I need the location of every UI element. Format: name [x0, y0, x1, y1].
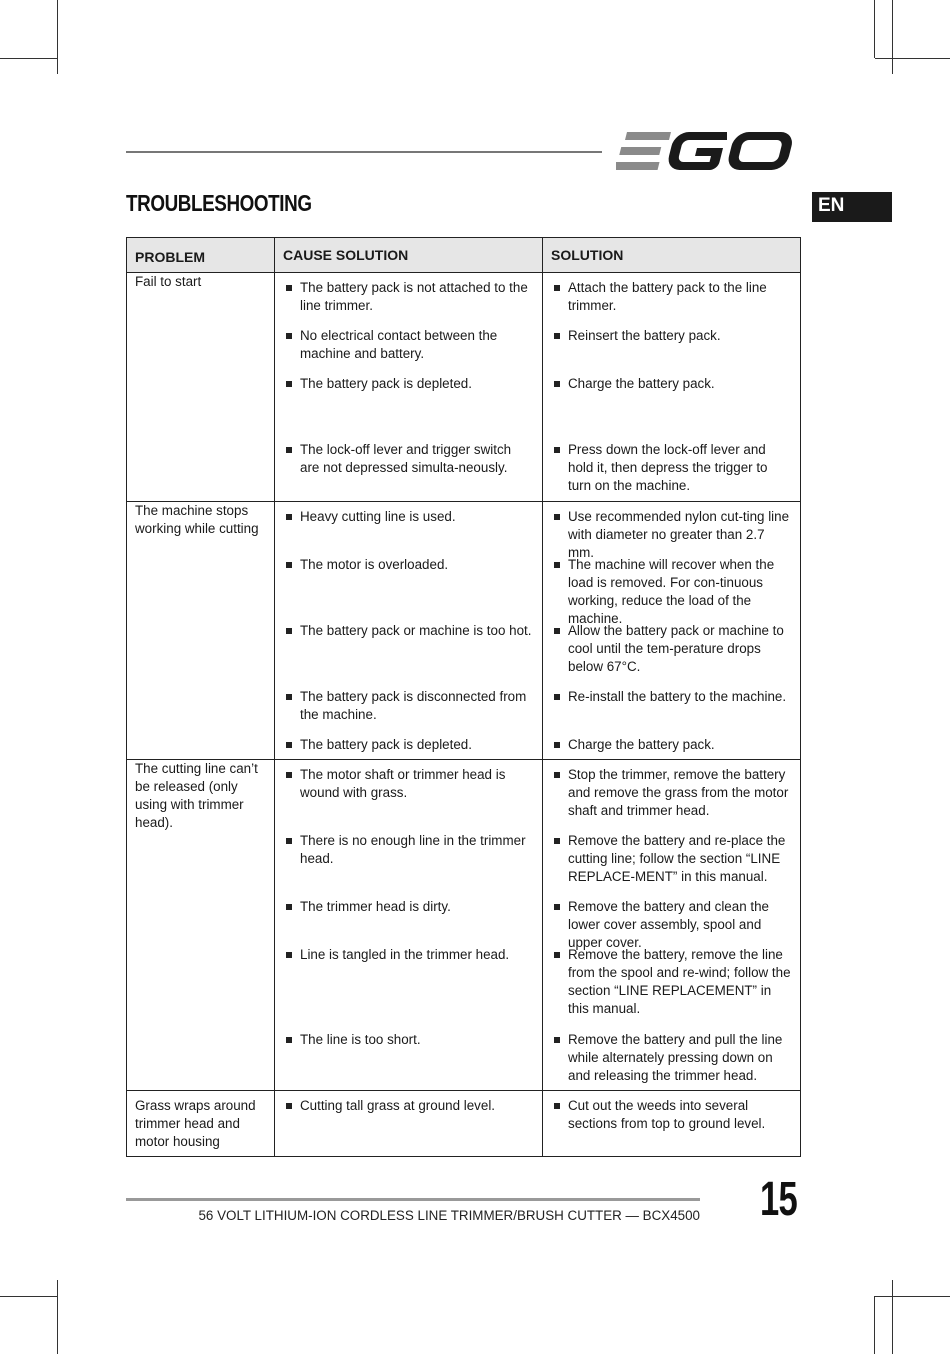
solution-item: Remove the battery and clean the lower cover assembly, spool and upper cover.: [551, 898, 792, 946]
troubleshooting-table: [126, 237, 801, 1157]
cause-item: The battery pack is depleted.: [283, 375, 534, 441]
footer-rule: [126, 1198, 700, 1201]
solution-item: Remove the battery and pull the line while alternately pressing down on and releasing the trimmer head.: [551, 1031, 792, 1085]
table-header-row: [127, 238, 801, 273]
header-rule: [126, 151, 602, 153]
cause-cell: [275, 273, 543, 502]
crop-mark: [892, 1280, 893, 1354]
solution-item: Charge the battery pack.: [551, 375, 792, 441]
solution-item: Reinsert the battery pack.: [551, 327, 792, 375]
cause-cell: [275, 1091, 543, 1157]
cause-item: Line is tangled in the trimmer head.: [283, 946, 534, 1031]
solution-item: Attach the battery pack to the line trimmer.: [551, 279, 792, 327]
solution-item: Re-install the battery to the machine.: [551, 688, 792, 736]
table-row: [127, 273, 801, 502]
cause-cell: [275, 760, 543, 1091]
solution-item: Charge the battery pack.: [551, 736, 792, 754]
solution-item: Allow the battery pack or machine to cool until the tem-perature drops below 67°C.: [551, 622, 792, 688]
crop-mark: [875, 58, 950, 59]
solution-item: Remove the battery and re-place the cutting line; follow the section “LINE REPLACE-MENT” in this manual.: [551, 832, 792, 898]
cause-cell: [275, 502, 543, 760]
problem-cell: Grass wraps around trimmer head and motor housing: [127, 1091, 275, 1157]
cause-item: The battery pack is depleted.: [283, 736, 534, 754]
crop-mark: [875, 1296, 950, 1297]
solution-item: Use recommended nylon cut-ting line with diameter no greater than 2.7 mm.: [551, 508, 792, 556]
column-header-cause: CAUSE SOLUTION: [275, 238, 543, 273]
crop-mark: [874, 1296, 875, 1354]
cause-item: Cutting tall grass at ground level.: [283, 1097, 534, 1115]
ego-logo: [616, 128, 802, 174]
page-number: 15: [760, 1173, 798, 1226]
solution-item: Stop the trimmer, remove the battery and remove the grass from the motor shaft and trimmer head.: [551, 766, 792, 832]
cause-item: The lock-off lever and trigger switch are not depressed simulta-neously.: [283, 441, 534, 477]
crop-mark: [0, 58, 57, 59]
cause-item: The motor shaft or trimmer head is wound with grass.: [283, 766, 534, 832]
table-row: [127, 1091, 801, 1157]
solution-cell: [543, 502, 801, 760]
solution-item: Remove the battery, remove the line from the spool and re-wind; follow the section “LINE REPLACEMENT” in this manual.: [551, 946, 792, 1031]
language-tab: EN: [812, 192, 892, 222]
solution-item: Cut out the weeds into several sections from top to ground level.: [551, 1097, 792, 1133]
solution-cell: [543, 1091, 801, 1157]
cause-item: The motor is overloaded.: [283, 556, 534, 622]
cause-item: Heavy cutting line is used.: [283, 508, 534, 556]
cause-item: There is no enough line in the trimmer head.: [283, 832, 534, 898]
crop-mark: [0, 1296, 57, 1297]
table-row: [127, 502, 801, 760]
page-title: TROUBLESHOOTING: [126, 190, 312, 216]
crop-mark: [57, 0, 58, 74]
table-row: [127, 760, 801, 1091]
problem-cell: Fail to start: [127, 273, 275, 502]
crop-mark: [892, 0, 893, 74]
cause-item: No electrical contact between the machine and battery.: [283, 327, 534, 375]
cause-item: The battery pack is not attached to the line trimmer.: [283, 279, 534, 327]
solution-item: Press down the lock-off lever and hold it, then depress the trigger to turn on the machine.: [551, 441, 792, 495]
cause-item: The line is too short.: [283, 1031, 534, 1049]
problem-cell: The machine stops working while cutting: [127, 502, 275, 760]
column-header-problem: PROBLEM: [127, 238, 275, 273]
crop-mark: [874, 0, 875, 58]
solution-cell: [543, 273, 801, 502]
solution-item: The machine will recover when the load is removed. For con-tinuous working, reduce the load of the machine.: [551, 556, 792, 622]
column-header-solution: SOLUTION: [543, 238, 801, 273]
solution-cell: [543, 760, 801, 1091]
cause-item: The battery pack is disconnected from the machine.: [283, 688, 534, 736]
footer-product-title: 56 VOLT LITHIUM-ION CORDLESS LINE TRIMMER/BRUSH CUTTER — BCX4500: [198, 1208, 700, 1223]
cause-item: The trimmer head is dirty.: [283, 898, 534, 946]
problem-cell: The cutting line can’t be released (only using with trimmer head).: [127, 760, 275, 1091]
crop-mark: [57, 1280, 58, 1354]
cause-item: The battery pack or machine is too hot.: [283, 622, 534, 688]
